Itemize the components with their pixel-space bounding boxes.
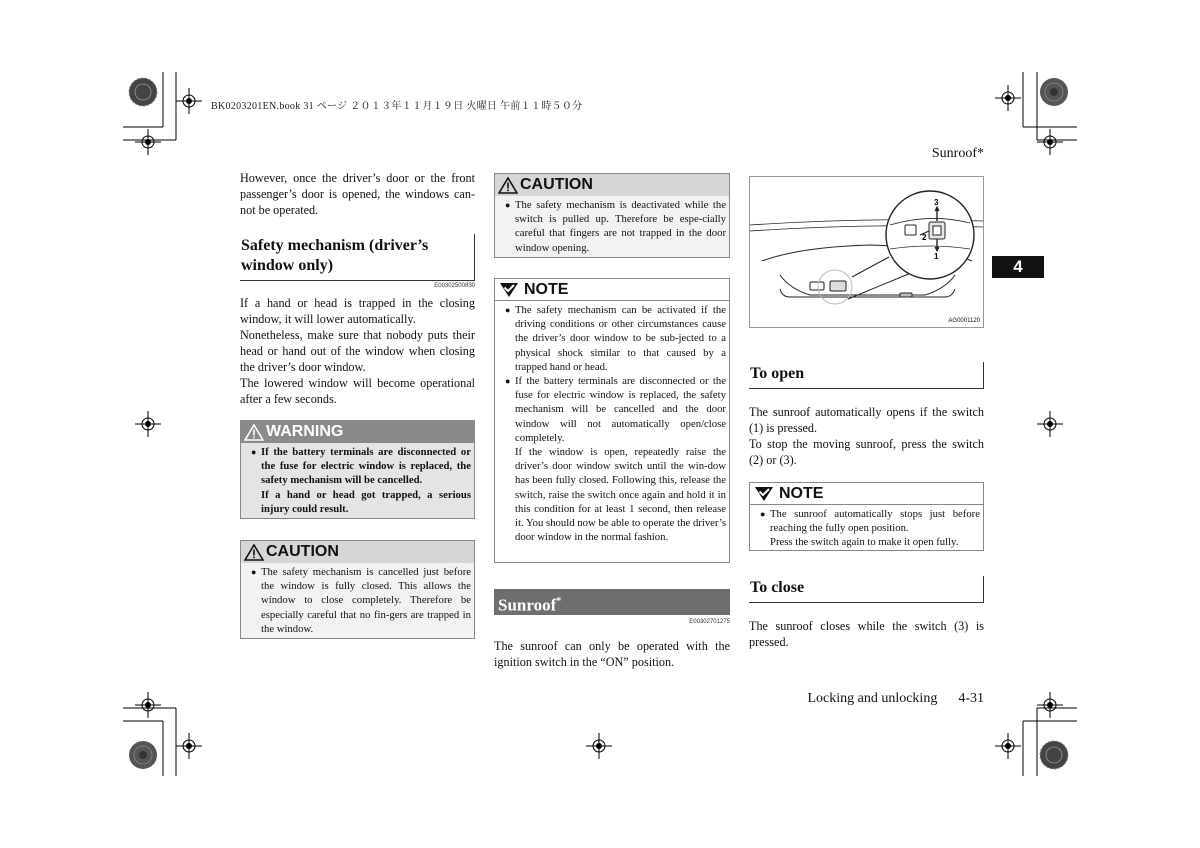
note-item: ● The safety mechanism can be activated if the driving conditions or other circumstances cause the driver’s door window to be sub-jected to a physical shock similar to that caused by a trapped hand or head. [505,304,726,373]
paragraph: The lowered window will become operational after a few seconds. [240,376,475,406]
to-close-heading: To close [749,576,984,603]
note-check-icon [753,485,775,502]
note-item: ● The sunroof automatically stops just before reaching the fully open position. [760,508,980,535]
warning-box [240,420,475,519]
caution-title: CAUTION [241,541,474,563]
paragraph: Nonetheless, make sure that nobody puts their head or hand out of the window when closing the driver’s door window. [240,328,475,374]
column-1 [240,170,475,218]
to-open-body: The sunroof automatically opens if the switch (1) is pressed. To stop the moving sunroof, press the switch (2) or (3). [749,405,984,467]
footer-section: Locking and unlocking [807,691,938,706]
chapter-tab: 4 [992,256,1044,278]
sunroof-section-code: E00302701275 [689,619,730,625]
warning-continuation: If a hand or head got trapped, a serious injury could result. [261,488,471,515]
paragraph: If a hand or head is trapped in the closing window, it will lower automatically. [240,296,475,326]
overhead-console-drawing [750,177,983,327]
caution-item: ● The safety mechanism is cancelled just before the window is fully closed. This allows the window to close completely. Therefore be especially careful that no fin-gers are trapped in the window. [251,566,471,635]
caution-triangle-icon [244,544,264,561]
to-open-heading: To open [749,362,984,389]
caution-title: CAUTION [495,174,729,196]
callout-label: 2 [922,233,927,242]
caution-box [494,173,730,258]
figure-code: AG0001120 [948,318,980,324]
callout-label: 1 [934,252,939,261]
sunroof-switch-illustration [749,176,984,328]
caution-triangle-icon [498,177,518,194]
caution-item: ● The safety mechanism is deactivated while the switch is pulled up. Therefore be espe-cially careful that fingers are not trapped in the door window opening. [505,199,726,254]
to-close-body: The sunroof closes while the switch (3) is pressed. [749,619,984,649]
sunroof-intro: The sunroof can only be operated with the ignition switch in the “ON” position. [494,639,730,669]
intro-paragraph: However, once the driver’s door or the front passenger’s door is opened, the windows can-not be operated. [240,171,475,217]
note-check-icon [498,281,520,298]
note-box [494,278,730,563]
print-job-info: BK0203201EN.book 31 ページ ２０１３年１１月１９日 火曜日 午前１１時５０分 [211,101,583,112]
warning-triangle-icon [244,424,264,441]
note-title: NOTE [495,279,729,301]
page-number: 4-31 [958,691,984,706]
caution-box [240,540,475,639]
safety-mechanism-body [240,295,475,407]
warning-item: ● If the battery terminals are disconnected or the fuse for electric window is replaced, the safety mechanism will be cancelled. [251,446,471,487]
sunroof-section-title: Sunroof* [494,589,730,615]
note-continuation: If the window is open, repeatedly raise the driver’s door window switch until the win-dow has been fully closed. Following this, release the switch, raise the switch once again and hold it in this condition for at least 1 second, then release it. You should now be able to operate the driver’s door window in the normal fashion. [515,446,726,544]
callout-label: 3 [934,198,939,207]
warning-title: WARNING [241,421,474,443]
note-box [749,482,984,551]
note-continuation: Press the switch again to make it open fully. [770,536,959,549]
safety-mechanism-code: E00302500830 [434,283,475,289]
note-title: NOTE [750,483,983,505]
note-item: ● If the battery terminals are disconnected or the fuse for electric window is replaced, the safety mechanism will be cancelled and the door window will not automatically open/close completely. [505,375,726,444]
page-footer [760,691,984,707]
running-header: Sunroof* [931,146,984,161]
safety-mechanism-heading: Safety mechanism (driver’s window only) [240,234,475,281]
